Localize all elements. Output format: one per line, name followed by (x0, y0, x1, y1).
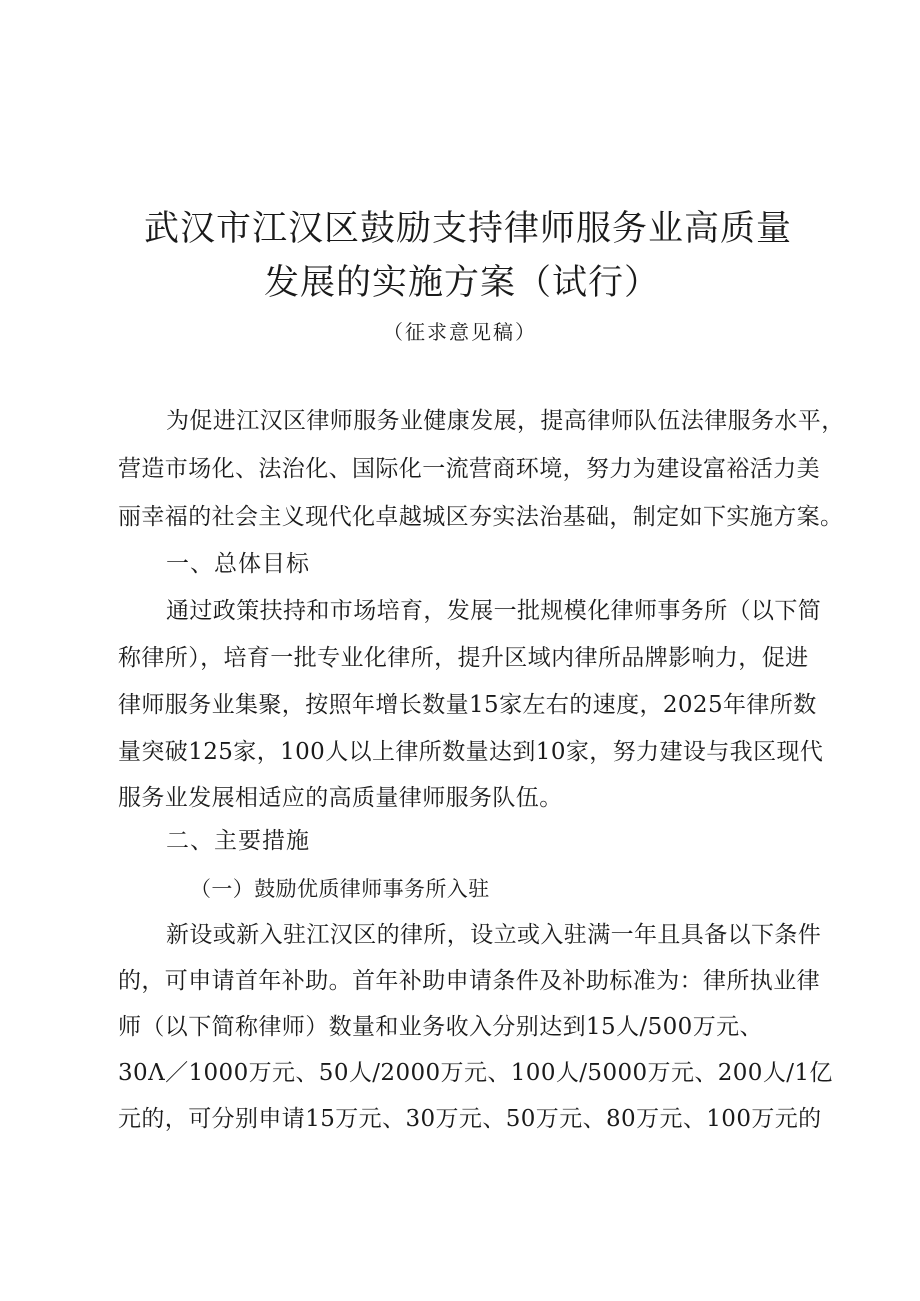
section1-line: 服务业发展相适应的高质量律师服务队伍。 (118, 785, 563, 811)
section1-line: 称律所），培育一批专业化律所，提升区域内律所品牌影响力，促进 (118, 645, 809, 671)
section2-line: 新设或新入驻江汉区的律所，设立或入驻满一年且具备以下条件 (166, 922, 822, 948)
section2-line: 30Λ／1000万元、50人/2000万元、100人/5000万元、200人/1亿 (118, 1060, 833, 1086)
document-title-line-2: 发展的实施方案（试行） (263, 263, 660, 303)
section1-line: 通过政策扶持和市场培育，发展一批规模化律师事务所（以下简 (166, 598, 822, 624)
intro-line: 丽幸福的社会主义现代化卓越城区夯实法治基础，制定如下实施方案。 (118, 504, 844, 530)
section-heading-main-measures: 二、主要措施 (166, 828, 310, 854)
section2-line: 元的，可分别申请15万元、30万元、50万元、80万元、100万元的 (118, 1106, 822, 1132)
document-title-line-1: 武汉市江汉区鼓励支持律师服务业高质量 (143, 209, 792, 249)
subsection-heading: （一）鼓励优质律师事务所入驻 (190, 877, 490, 901)
intro-line: 为促进江汉区律师服务业健康发展，提高律师队伍法律服务水平， (166, 408, 845, 434)
intro-line: 营造市场化、法治化、国际化一流营商环境，努力为建设富裕活力美 (118, 456, 820, 482)
section2-line: 师（以下简称律师）数量和业务收入分别达到15人/500万元、 (118, 1014, 763, 1040)
document-subtitle: （征求意见稿） (383, 320, 537, 344)
section2-line: 的，可申请首年补助。首年补助申请条件及补助标准为：律所执业律 (118, 968, 820, 994)
section-heading-overall-goals: 一、总体目标 (166, 551, 310, 577)
section1-line: 律师服务业集聚，按照年增长数量15家左右的速度，2025年律所数 (118, 692, 817, 718)
section1-line: 量突破125家，100人以上律所数量达到10家，努力建设与我区现代 (118, 739, 824, 765)
